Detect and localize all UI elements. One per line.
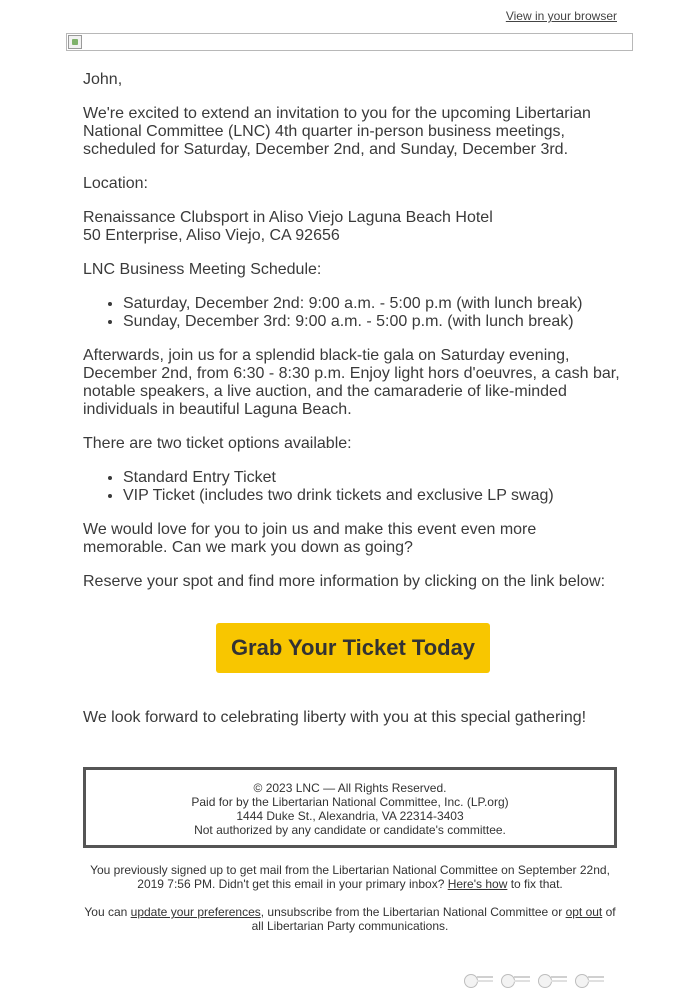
list-item: • Sunday, December 3rd: 9:00 a.m. - 5:00 p.m. (with lunch break) xyxy=(123,313,623,331)
update-preferences-link[interactable]: update your preferences xyxy=(130,905,261,919)
location-address: 50 Enterprise, Aliso Viejo, CA 92656 xyxy=(83,227,340,244)
opt-out-link[interactable]: opt out xyxy=(565,905,603,919)
greeting: John, xyxy=(83,71,123,88)
email-body xyxy=(83,71,623,743)
signup-text: You previously signed up to get mail from the Libertarian National Committee on September 22nd, 2019 7:56 PM. Didn't get this email in your primary inbox? xyxy=(90,863,610,891)
location-name: Renaissance Clubsport in Aliso Viejo Laguna Beach Hotel xyxy=(83,209,493,226)
paid-for-text: Paid for by the Libertarian National Committee, Inc. (LP.org) xyxy=(191,795,509,809)
twitter-icon[interactable] xyxy=(501,972,521,988)
ticket-list xyxy=(83,469,623,505)
view-in-browser-link[interactable]: View in your browser xyxy=(505,9,617,23)
intro-paragraph: We're excited to extend an invitation to you for the upcoming Libertarian National Committee (LNC) 4th quarter in-person business meetings, scheduled for Saturday, December 2nd, and Sunday, December 3rd. xyxy=(83,105,591,158)
grab-ticket-button[interactable]: Grab Your Ticket Today xyxy=(216,623,490,673)
schedule-label: LNC Business Meeting Schedule: xyxy=(83,261,322,278)
instagram-icon[interactable] xyxy=(538,972,558,988)
disclaimer-text: Not authorized by any candidate or candidate's committee. xyxy=(194,823,506,837)
footer-legal-box xyxy=(83,767,617,848)
list-item: • Standard Entry Ticket xyxy=(123,469,623,487)
list-item: • VIP Ticket (includes two drink tickets and exclusive LP swag) xyxy=(123,487,623,505)
schedule-list xyxy=(83,295,623,331)
preferences-notice xyxy=(83,905,617,933)
copyright-text: © 2023 LNC — All Rights Reserved. xyxy=(253,781,447,795)
closing-paragraph: We look forward to celebrating liberty with you at this special gathering! xyxy=(83,709,587,726)
join-paragraph: We would love for you to join us and make this event even more memorable. Can we mark you down as going? xyxy=(83,521,537,556)
prefs-suffix: of all Libertarian Party communications. xyxy=(251,905,616,933)
facebook-icon[interactable] xyxy=(464,972,484,988)
prefs-middle: , unsubscribe from the Libertarian National Committee or xyxy=(260,905,566,919)
heres-how-link[interactable]: Here's how xyxy=(447,877,508,891)
tickets-label: There are two ticket options available: xyxy=(83,435,352,452)
reserve-paragraph: Reserve your spot and find more information by clicking on the link below: xyxy=(83,573,606,590)
signup-notice xyxy=(83,863,617,891)
broken-image-icon xyxy=(68,35,82,49)
header-banner-image xyxy=(66,33,633,51)
prefs-prefix: You can xyxy=(84,905,131,919)
youtube-icon[interactable] xyxy=(575,972,595,988)
signup-suffix: to fix that. xyxy=(507,877,563,891)
list-item: • Saturday, December 2nd: 9:00 a.m. - 5:00 p.m (with lunch break) xyxy=(123,295,623,313)
cta-container xyxy=(83,623,623,673)
footer-address: 1444 Duke St., Alexandria, VA 22314-3403 xyxy=(236,809,464,823)
social-links xyxy=(464,972,595,988)
location-label: Location: xyxy=(83,175,148,192)
gala-paragraph: Afterwards, join us for a splendid black-tie gala on Saturday evening, December 2nd, from 6:30 - 8:30 p.m. Enjoy light hors d'oeuvres, a cash bar, notable speakers, a live auction, and the camaraderie of like-minded individuals in beautiful Laguna Beach. xyxy=(83,347,620,418)
location-block xyxy=(83,209,623,245)
